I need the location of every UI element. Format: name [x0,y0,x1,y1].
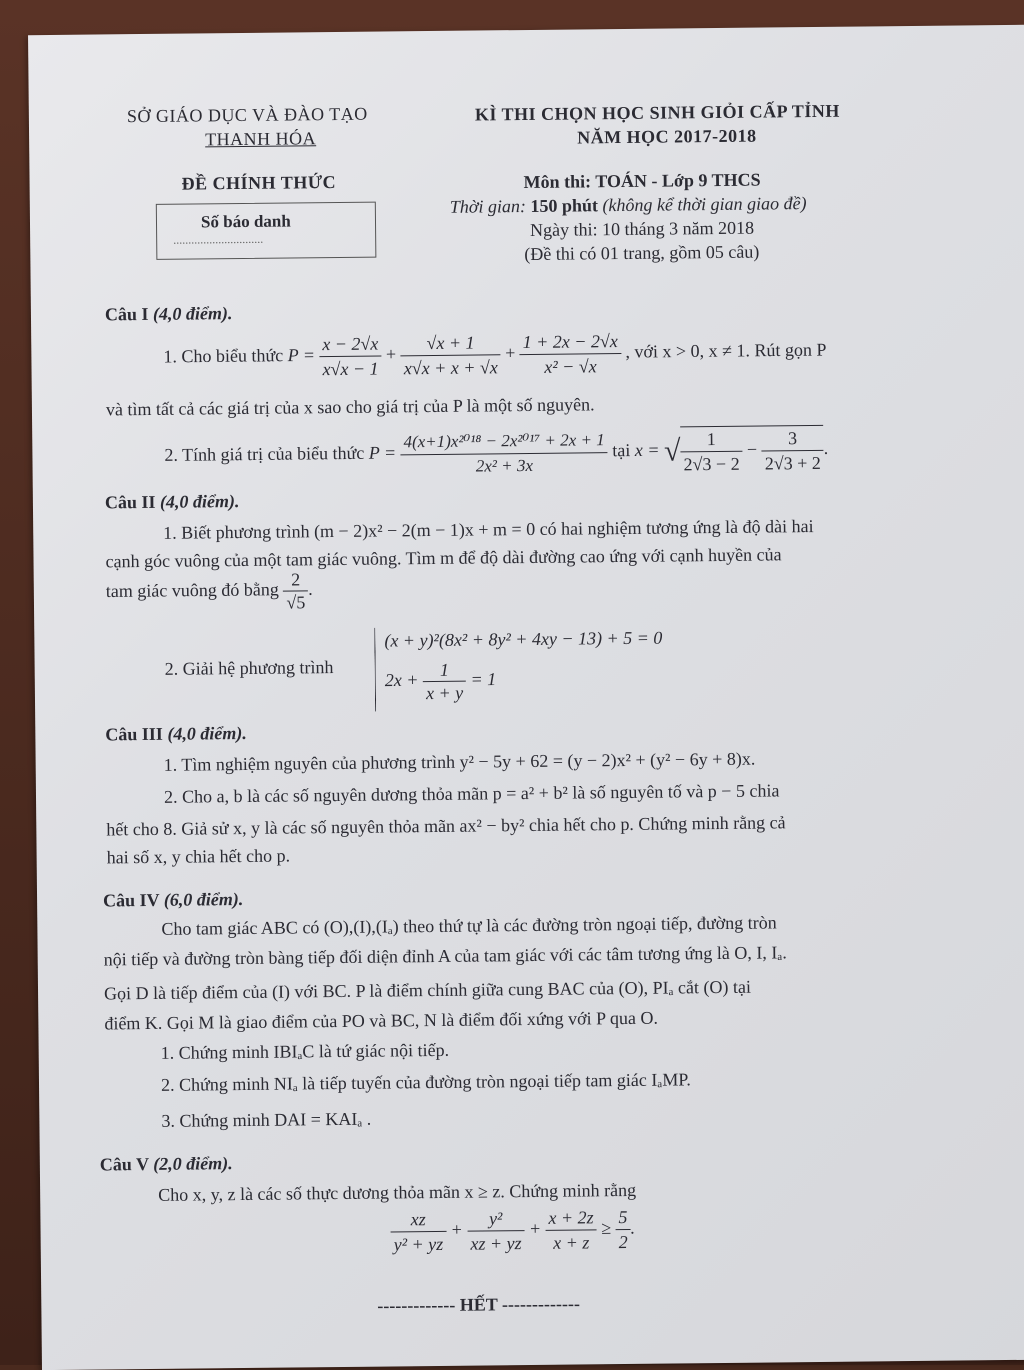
q1-p1-f3-num: 1 + 2x − 2√x [520,329,621,355]
q1-p1-line2: và tìm tất cả các giá trị của x sao cho giá trị của P là một số nguyên. [105,394,595,420]
q5-fraction-4 [615,1205,631,1254]
time-line [450,193,807,218]
q3-p2-line1: 2. Cho a, b là các số nguyên dương thỏa mãn p = a² + b² là số nguyên tố và p − 5 chia [163,780,780,807]
exam-title: KÌ THI CHỌN HỌC SINH GIỎI CẤP TỈNH [474,100,840,125]
q5-line1: Cho x, y, z là các số thực dương thỏa mãn x ≥ z. Chứng minh rằng [158,1179,637,1205]
q5-f4-den: 2 [618,1232,628,1253]
q3-p2-line3: hai số x, y chia hết cho p. [106,845,291,868]
q1-title: Câu I [104,303,149,325]
q1-p1-plus-2: + [505,342,516,363]
q4-p3: 3. Chứng minh DAI = KAIₐ . [161,1108,372,1131]
q1-p2-root-frac-2 [761,426,824,476]
q1-p2-intro: 2. Tính giá trị của biểu thức [164,442,365,465]
q1-p2-r1-den: 2√3 − 2 [683,453,740,475]
q1-p2-minus: − [746,439,758,460]
exam-paper [28,25,1024,1370]
q5-f3-num: x + 2z [545,1205,596,1231]
q5-geq: ≥ [601,1217,612,1238]
q1-p2-x: x = [634,439,660,461]
q4-title: Câu IV [102,889,160,911]
q5-end: . [630,1217,636,1238]
q2-p2-intro: 2. Giải hệ phương trình [164,657,334,679]
q5-fraction-3 [545,1205,597,1255]
q4-line1: Cho tam giác ABC có (O),(I),(Iₐ) theo thứ tự là các đường tròn ngoại tiếp, đường tròn [161,912,777,939]
q2-p2-eq2-den: x + y [425,682,464,704]
q2-points: (4,0 điểm). [159,491,240,512]
q1-p1-fraction-3 [520,329,622,379]
q2-p2-eq2-num: 1 [423,659,466,682]
end-mark: ------------- HẾT ------------- [377,1293,580,1316]
q1-p2-r2-num: 3 [761,426,823,452]
q1-p2-at: tại [612,440,631,461]
q1-part1-expression [163,327,827,383]
q4-heading [103,889,243,911]
q1-p1-fraction-1 [319,332,382,382]
q3-p1: 1. Tìm nghiệm nguyên của phương trình y² − 5y + 62 = (y − 2)x² + (y² − 6y + 8)x. [163,748,756,775]
q5-title: Câu V [99,1154,149,1175]
q1-p2-lhs: P = [368,442,397,463]
candidate-number-box [156,202,377,260]
q1-p1-fraction-2 [400,330,501,380]
q4-p2: 2. Chứng minh NIₐ là tiếp tuyến của đường tròn ngoại tiếp tam giác IₐMP. [160,1069,691,1095]
q2-p1-frac-num: 2 [283,568,308,591]
candidate-number-label: Số báo danh [200,211,291,232]
q2-p2-eq2-b: = 1 [470,668,497,690]
q4-line2: nội tiếp và đường tròn bàng tiếp đối diện đỉnh A của tam giác với các tâm tương ứng là O, I, Iₐ. [103,942,787,970]
q1-p1-lhs: P = [287,344,316,366]
q5-f1-den: y² + yz [393,1233,444,1255]
q1-p1-condition: , với x > 0, x ≠ 1. Rút gọn P [625,339,827,362]
time-value: 150 phút [530,195,599,216]
q5-f3-den: x + z [553,1232,590,1253]
q1-p1-f1-num: x − 2√x [319,332,381,358]
q2-p1-line1: 1. Biết phương trình (m − 2)x² − 2(m − 1)x + m = 0 có hai nghiệm tương ứng là độ dài hai [163,516,814,543]
q1-p2-den: 2x² + 3x [475,455,534,476]
q5-f2-num: y² [467,1206,524,1232]
system-brace [374,628,376,712]
q1-points: (4,0 điểm). [152,303,233,324]
q2-p2-eq1: (x + y)²(8x² + 8y² + 4xy − 13) + 5 = 0 [384,627,663,651]
q5-f4-num: 5 [615,1205,630,1230]
q1-p2-r1-num: 1 [680,427,742,453]
q5-inequality [390,1205,635,1257]
subject-line: Môn thi: TOÁN - Lớp 9 THCS [523,169,761,193]
q1-p2-num: 4(x+1)x²⁰¹⁸ − 2x²⁰¹⁷ + 2x + 1 [400,428,607,455]
time-note: (không kể thời gian giao đề) [602,193,807,216]
q2-p1-end: . [308,578,313,599]
q4-points: (6,0 điểm). [163,889,244,910]
q2-p1-frac-den: √5 [286,592,306,613]
q1-p2-r2-den: 2√3 + 2 [764,452,821,474]
q5-plus-2: + [528,1218,542,1239]
q2-title: Câu II [104,491,156,513]
q1-p1-plus-1: + [385,344,397,365]
q1-p1-f2-den: x√x + x + √x [403,357,498,379]
q1-p2-root-frac-1 [680,427,743,477]
q3-p2-line2: hết cho 8. Giả sử x, y là các số nguyên thỏa mãn ax² − by² chia hết cho p. Chứng minh rằng cả [106,812,786,840]
time-label: Thời gian: [449,196,527,217]
province-name: THANH HÓA [205,128,317,150]
q1-part2-expression [164,425,828,482]
department-name: SỞ GIÁO DỤC VÀ ĐÀO TẠO [126,103,368,127]
q5-f2-den: xz + yz [470,1233,522,1254]
q4-line4: điểm K. Gọi M là giao điểm của PO và BC, N là điểm đối xứng với P qua O. [104,1007,659,1034]
q2-p1-line2: cạnh góc vuông của một tam giác vuông. Tìm m để độ dài đường cao ứng với cạnh huyền của [105,544,782,572]
q4-p1: 1. Chứng minh IBIₐC là tứ giác nội tiếp. [160,1039,450,1063]
q1-p1-f1-den: x√x − 1 [322,358,379,380]
q3-title: Câu III [105,723,163,745]
q2-p1-fraction [283,568,308,613]
q1-p2-sqrt-sign: √ [663,434,681,468]
q1-p1-f3-den: x² − √x [544,356,597,377]
q5-heading [100,1153,233,1175]
q3-points: (4,0 điểm). [167,722,247,744]
q2-p1-line3 [106,568,313,615]
q1-heading [105,303,233,325]
exam-date: Ngày thi: 10 tháng 3 năm 2018 [529,217,755,240]
q2-p2-eq2 [385,658,497,704]
q1-p2-fraction [400,428,608,479]
q1-p1-intro: 1. Cho biểu thức [163,345,284,367]
q2-heading [105,491,240,513]
q5-plus-1: + [450,1219,463,1240]
candidate-number-dots: .............................. [173,231,264,247]
q2-p2-eq2-a: 2x + [384,669,419,691]
q4-line3: Gọi D là tiếp điểm của (I) với BC. P là điểm chính giữa cung BAC của (O), PIₐ cắt (O) tại [103,976,752,1004]
q5-f1-num: xz [390,1207,446,1233]
q5-points: (2,0 điểm). [153,1153,233,1174]
q5-fraction-2 [467,1206,525,1256]
q1-p2-radicand [680,425,824,476]
q5-fraction-1 [390,1207,446,1257]
page-note: (Đề thi có 01 trang, gồm 05 câu) [524,241,760,265]
q1-p1-f2-num: √x + 1 [400,330,500,356]
school-year: NĂM HỌC 2017-2018 [577,125,757,148]
official-label: ĐỀ CHÍNH THỨC [181,171,337,194]
q2-p2-eq2-fraction [423,659,467,704]
q2-p1-line3-text: tam giác vuông đó bằng [105,579,279,602]
q1-p2-end: . [823,437,829,459]
q3-heading [105,723,247,745]
